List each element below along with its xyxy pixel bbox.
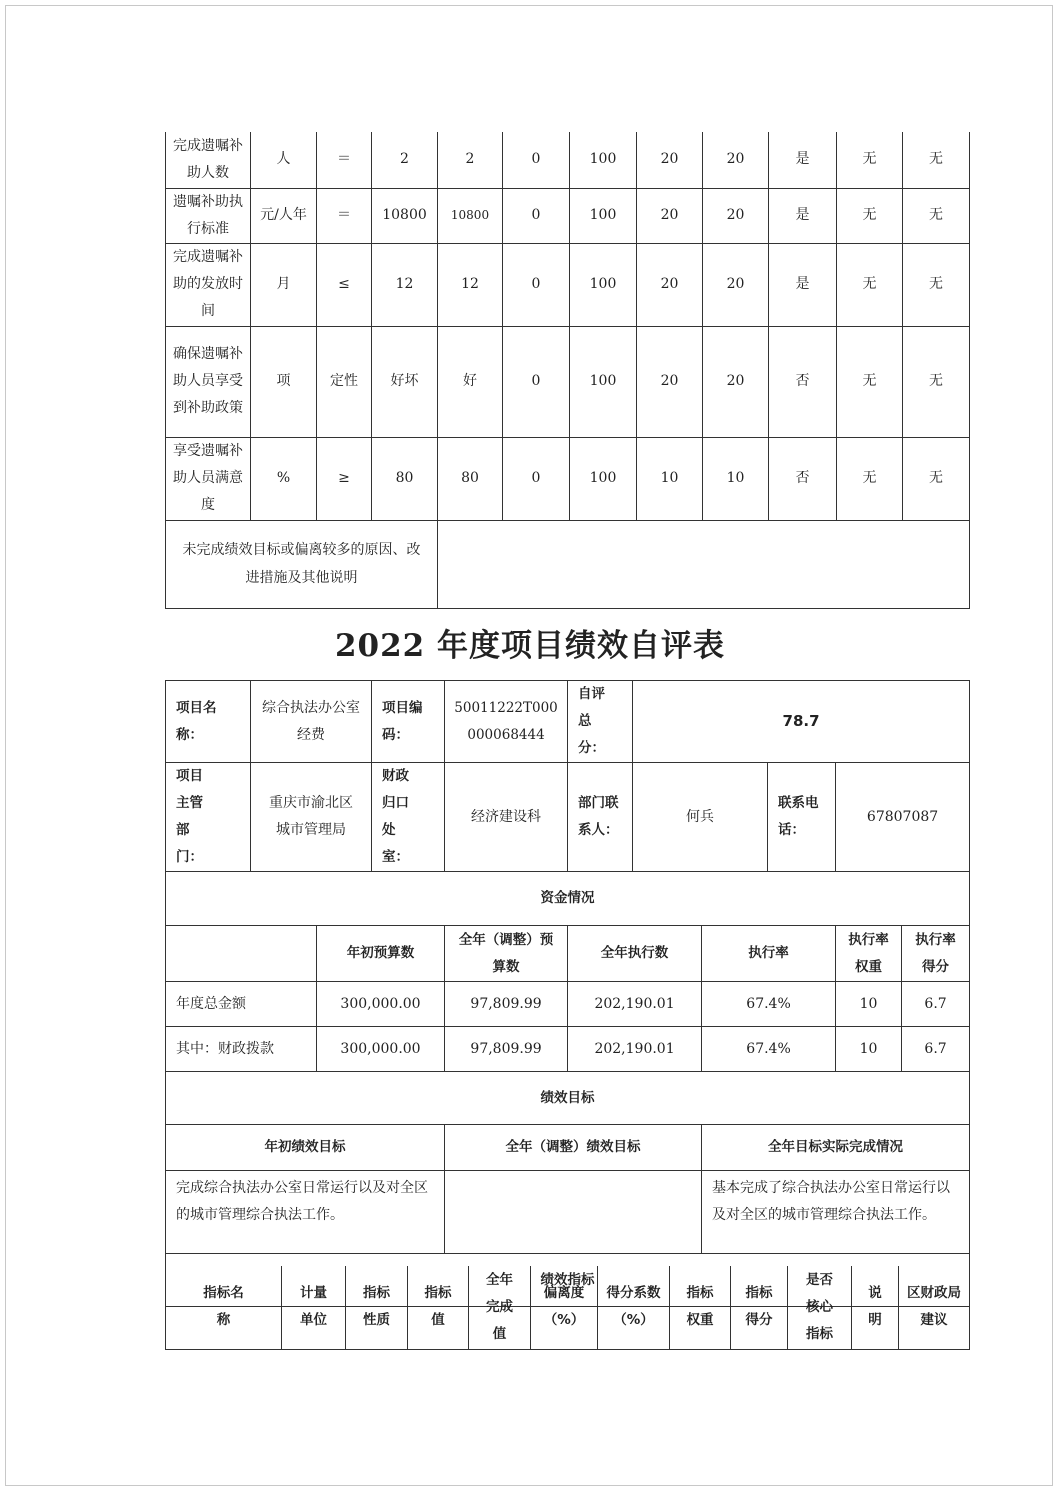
- advice: 无: [903, 188, 970, 243]
- goals-heading: 绩效目标: [166, 1072, 970, 1125]
- col-rate: 执行率: [702, 926, 836, 982]
- weight: 10: [637, 437, 703, 520]
- table-row: [166, 132, 970, 188]
- target-value: 好坏: [372, 326, 438, 437]
- target-value: 12: [372, 243, 438, 326]
- deviation: 0: [503, 132, 570, 188]
- dept: 重庆市渝北区城市管理局: [251, 763, 372, 872]
- unit: 月: [251, 243, 317, 326]
- hdr-explain: 说明: [852, 1266, 899, 1349]
- total-score: 78.7: [633, 681, 970, 763]
- rate: 67.4%: [702, 1027, 836, 1072]
- score-coef: 100: [570, 326, 637, 437]
- unit: 项: [251, 326, 317, 437]
- hdr-nature: 指标性质: [346, 1266, 408, 1349]
- finance-dept-label: 财政归口处室：: [372, 763, 445, 872]
- actual-value: 80: [438, 437, 503, 520]
- project-code: 50011222T000000068444: [445, 681, 568, 763]
- deviation: 0: [503, 326, 570, 437]
- indicator-name: 确保遗嘱补助人员享受到补助政策: [166, 326, 251, 437]
- table-row: [166, 681, 970, 763]
- score: 10: [703, 437, 769, 520]
- contact-label: 部门联系人：: [568, 763, 633, 872]
- table-row: [166, 763, 970, 872]
- weight: 20: [637, 132, 703, 188]
- rate-score: 6.7: [902, 1027, 970, 1072]
- adjusted-goal: [445, 1171, 702, 1254]
- hdr-deviation: 偏离度（%）: [531, 1266, 598, 1349]
- explain: 无: [837, 132, 903, 188]
- advice: 无: [903, 326, 970, 437]
- hdr-core: 是否核心指标: [788, 1266, 852, 1349]
- indicator-name: 遗嘱补助执行标准: [166, 188, 251, 243]
- table-row: [166, 1027, 970, 1072]
- total-score-label: 自评总分：: [568, 681, 633, 763]
- score-coef: 100: [570, 243, 637, 326]
- unit: 人: [251, 132, 317, 188]
- table-row: [166, 982, 970, 1027]
- explain: 无: [837, 188, 903, 243]
- indicator-header-table: [165, 1266, 970, 1350]
- table-row: [166, 926, 970, 982]
- hdr-value: 指标值: [408, 1266, 469, 1349]
- target-value: 80: [372, 437, 438, 520]
- funds-heading: 资金情况: [166, 872, 970, 926]
- col-budget: 年初预算数: [317, 926, 445, 982]
- advice: 无: [903, 132, 970, 188]
- target-value: 2: [372, 132, 438, 188]
- col-rate-score: 执行率得分: [902, 926, 970, 982]
- advice: 无: [903, 437, 970, 520]
- initial-goal: 完成综合执法办公室日常运行以及对全区的城市管理综合执法工作。: [166, 1171, 445, 1254]
- nature: ＝: [317, 188, 372, 243]
- initial-goal-label: 年初绩效目标: [166, 1125, 445, 1171]
- actual-goal-label: 全年目标实际完成情况: [702, 1125, 970, 1171]
- project-name-label: 项目名称：: [166, 681, 251, 763]
- table-row: [166, 1072, 970, 1125]
- advice: 无: [903, 243, 970, 326]
- unit: %: [251, 437, 317, 520]
- nature: ＝: [317, 132, 372, 188]
- score: 20: [703, 188, 769, 243]
- table-row: [166, 188, 970, 243]
- is-core: 否: [769, 437, 837, 520]
- nature: 定性: [317, 326, 372, 437]
- rate-score: 6.7: [902, 982, 970, 1027]
- indicator-name: 完成遗嘱补助人数: [166, 132, 251, 188]
- is-core: 是: [769, 188, 837, 243]
- explain: 无: [837, 243, 903, 326]
- deviation: 0: [503, 243, 570, 326]
- executed: 202,190.01: [568, 1027, 702, 1072]
- actual-value: 2: [438, 132, 503, 188]
- budget: 300,000.00: [317, 1027, 445, 1072]
- weight: 20: [637, 243, 703, 326]
- table-row: [166, 1125, 970, 1171]
- executed: 202,190.01: [568, 982, 702, 1027]
- hdr-name: 指标名称: [166, 1266, 282, 1349]
- actual-value: 好: [438, 326, 503, 437]
- table-row: [166, 437, 970, 520]
- deviation: 0: [503, 437, 570, 520]
- hdr-coef: 得分系数（%）: [598, 1266, 670, 1349]
- is-core: 否: [769, 326, 837, 437]
- nature: ≤: [317, 243, 372, 326]
- deviation: 0: [503, 188, 570, 243]
- blank-cell: [166, 926, 317, 982]
- table-row: [166, 243, 970, 326]
- actual-value: 10800: [438, 188, 503, 243]
- phone: 67807087: [836, 763, 970, 872]
- weight: 20: [637, 188, 703, 243]
- contact: 何兵: [633, 763, 768, 872]
- indicator-name: 享受遗嘱补助人员满意度: [166, 437, 251, 520]
- dept-label: 项目主管部门：: [166, 763, 251, 872]
- col-rate-weight: 执行率权重: [836, 926, 902, 982]
- score-coef: 100: [570, 437, 637, 520]
- funds-row-label: 年度总金额: [166, 982, 317, 1027]
- score: 20: [703, 243, 769, 326]
- explain: 无: [837, 437, 903, 520]
- note-label: 未完成绩效目标或偏离较多的原因、改进措施及其他说明: [166, 520, 438, 608]
- note-value: [438, 520, 970, 608]
- rate-weight: 10: [836, 982, 902, 1027]
- score-coef: 100: [570, 188, 637, 243]
- finance-dept: 经济建设科: [445, 763, 568, 872]
- rate-weight: 10: [836, 1027, 902, 1072]
- nature: ≥: [317, 437, 372, 520]
- score: 20: [703, 326, 769, 437]
- indicator-table-continued: [165, 132, 970, 609]
- hdr-weight: 指标权重: [670, 1266, 731, 1349]
- col-executed: 全年执行数: [568, 926, 702, 982]
- indicators-heading: 绩效指标: [166, 1254, 970, 1307]
- col-adjusted: 全年（调整）预算数: [445, 926, 568, 982]
- hdr-advice: 区财政局建议: [899, 1266, 970, 1349]
- funds-row-label: 其中：财政拨款: [166, 1027, 317, 1072]
- is-core: 是: [769, 132, 837, 188]
- budget: 300,000.00: [317, 982, 445, 1027]
- table-row: [166, 1266, 970, 1349]
- adjusted: 97,809.99: [445, 1027, 568, 1072]
- phone-label: 联系电话：: [768, 763, 836, 872]
- actual-value: 12: [438, 243, 503, 326]
- weight: 20: [637, 326, 703, 437]
- is-core: 是: [769, 243, 837, 326]
- explain: 无: [837, 326, 903, 437]
- page-title: 2022 年度项目绩效自评表: [334, 628, 726, 664]
- score: 20: [703, 132, 769, 188]
- hdr-completed: 全年完成值: [469, 1266, 531, 1349]
- rate: 67.4%: [702, 982, 836, 1027]
- table-row: [166, 1171, 970, 1254]
- table-row: [166, 872, 970, 926]
- project-code-label: 项目编码：: [372, 681, 445, 763]
- table-row: [166, 326, 970, 437]
- hdr-unit: 计量单位: [282, 1266, 346, 1349]
- actual-goal: 基本完成了综合执法办公室日常运行以及对全区的城市管理综合执法工作。: [702, 1171, 970, 1254]
- indicator-name: 完成遗嘱补助的发放时间: [166, 243, 251, 326]
- unit: 元/人年: [251, 188, 317, 243]
- score-coef: 100: [570, 132, 637, 188]
- hdr-score: 指标得分: [731, 1266, 788, 1349]
- note-row: [166, 520, 970, 608]
- self-evaluation-table: [165, 680, 970, 1307]
- project-name: 综合执法办公室经费: [251, 681, 372, 763]
- adjusted-goal-label: 全年（调整）绩效目标: [445, 1125, 702, 1171]
- target-value: 10800: [372, 188, 438, 243]
- adjusted: 97,809.99: [445, 982, 568, 1027]
